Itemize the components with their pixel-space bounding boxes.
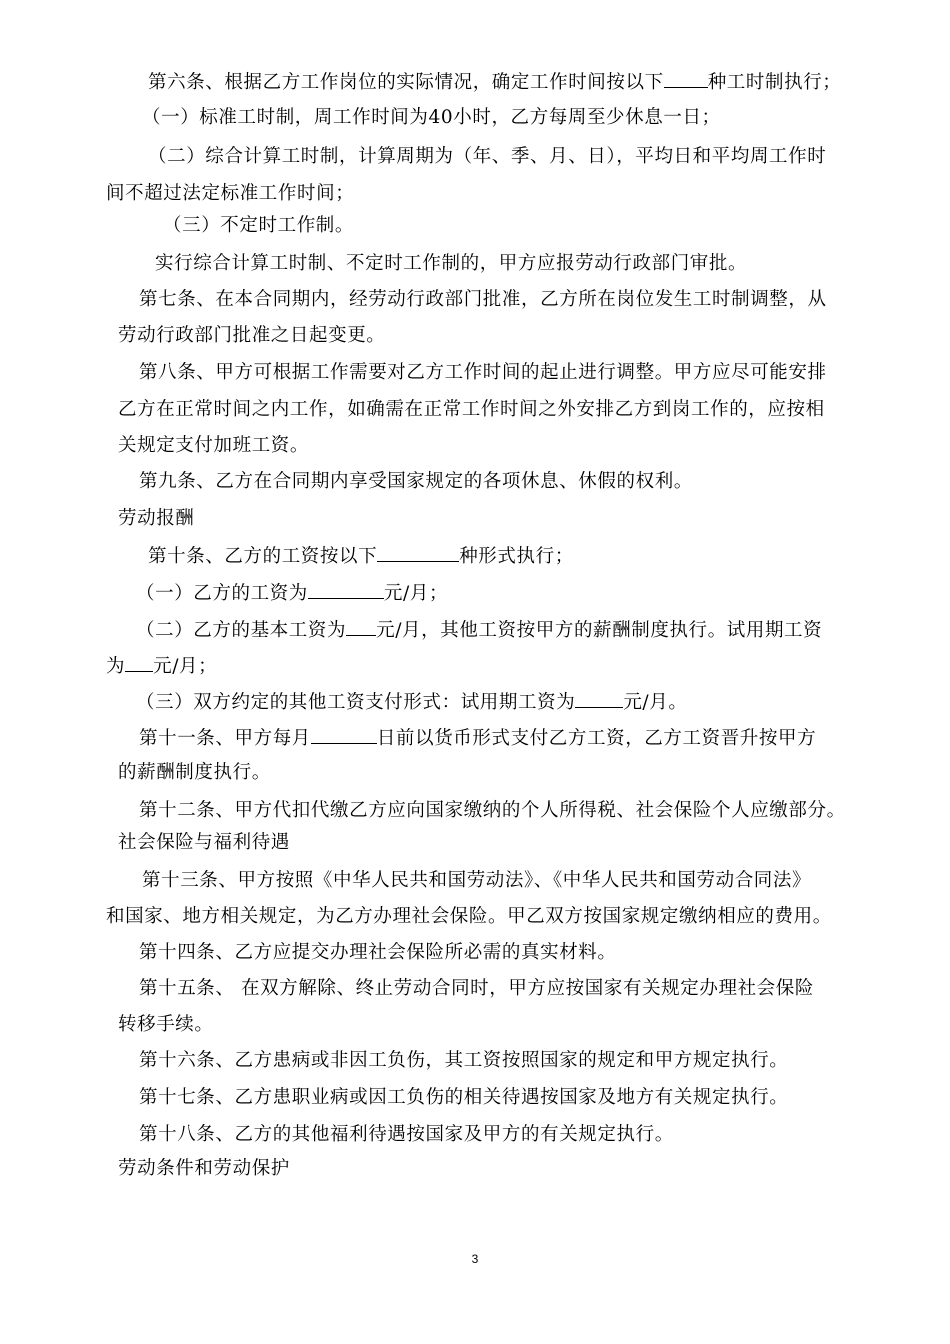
- blank-field: [575, 689, 623, 708]
- article-6-text: 第六条、根据乙方工作岗位的实际情况，确定工作时间按以下: [148, 72, 664, 93]
- article-11-text: 第十一条、甲方每月: [139, 728, 311, 749]
- article-11-line-2: 的薪酬制度执行。: [118, 762, 271, 783]
- article-6-text-end: 种工时制执行；: [707, 72, 842, 93]
- section-heading-remuneration: 劳动报酬: [118, 508, 195, 529]
- article-14: 第十四条、乙方应提交办理社会保险所必需的真实材料。: [139, 942, 617, 963]
- article-18: 第十八条、乙方的其他福利待遇按国家及甲方的有关规定执行。: [139, 1124, 674, 1145]
- article-15-line-2: 转移手续。: [118, 1014, 214, 1035]
- blank-field: [664, 69, 708, 88]
- salary-option-2: [136, 617, 822, 643]
- article-10-text-end: 种形式执行；: [459, 546, 574, 567]
- blank-field: [308, 580, 384, 599]
- article-6-line: [148, 69, 841, 95]
- blank-field: [311, 725, 377, 744]
- article-13-line-2: 和国家、地方相关规定，为乙方办理社会保险。甲乙双方按国家规定缴纳相应的费用。: [106, 906, 832, 927]
- article-8-line-2: 乙方在正常时间之内工作，如确需在正常工作时间之外安排乙方到岗工作的，应按相: [118, 399, 825, 420]
- salary-option-1: [136, 580, 448, 606]
- probation-salary-prefix: 为: [106, 656, 126, 677]
- section-heading-social-insurance: 社会保险与福利待遇: [118, 832, 290, 853]
- blank-field: [125, 653, 153, 672]
- clause-comprehensive-hours: （二）综合计算工时制，计算周期为（年、季、月、日），平均日和平均周工作时: [148, 146, 827, 167]
- blank-field: [377, 543, 459, 562]
- salary-option-2-text-end: 元/月，其他工资按甲方的薪酬制度执行。试用期工资: [376, 620, 823, 641]
- article-15-line-1: 第十五条、 在双方解除、终止劳动合同时，甲方应按国家有关规定办理社会保险: [139, 978, 814, 999]
- article-11-text-end: 日前以货币形式支付乙方工资，乙方工资晋升按甲方: [376, 728, 817, 749]
- approval-note: 实行综合计算工时制、不定时工作制的，甲方应报劳动行政部门审批。: [155, 253, 748, 274]
- blank-field: [346, 617, 376, 636]
- salary-option-1-unit: 元/月；: [383, 583, 449, 604]
- article-12: 第十二条、甲方代扣代缴乙方应向国家缴纳的个人所得税、社会保险个人应缴部分。: [139, 800, 846, 821]
- article-13-line-1: 第十三条、甲方按照《中华人民共和国劳动法》、《中华人民共和国劳动合同法》: [142, 870, 812, 891]
- salary-option-3: [136, 689, 687, 715]
- article-9: 第九条、乙方在合同期内享受国家规定的各项休息、休假的权利。: [139, 471, 693, 492]
- clause-standard-hours: （一）标准工时制，周工作时间为40小时，乙方每周至少休息一日；: [142, 107, 721, 128]
- salary-option-3-unit: 元/月。: [623, 692, 688, 713]
- article-10-text: 第十条、乙方的工资按以下: [148, 546, 378, 567]
- section-heading-working-conditions: 劳动条件和劳动保护: [118, 1158, 290, 1179]
- salary-option-3-text: （三）双方约定的其他工资支付形式：试用期工资为: [136, 692, 576, 713]
- clause-flexible-hours: （三）不定时工作制。: [163, 215, 355, 236]
- probation-salary-unit: 元/月；: [153, 656, 218, 677]
- article-17: 第十七条、乙方患职业病或因工负伤的相关待遇按国家及地方有关规定执行。: [139, 1087, 789, 1108]
- article-10-line: [148, 543, 574, 569]
- article-11-line-1: [139, 725, 816, 751]
- clause-comprehensive-hours-cont: 间不超过法定标准工作时间；: [106, 183, 355, 204]
- article-7-line-2: 劳动行政部门批准之日起变更。: [118, 325, 386, 346]
- salary-option-1-text: （一）乙方的工资为: [136, 583, 308, 604]
- article-8-line-3: 关规定支付加班工资。: [118, 435, 310, 456]
- article-7-line-1: 第七条、在本合同期内，经劳动行政部门批准，乙方所在岗位发生工时制调整，从: [139, 289, 827, 310]
- article-16: 第十六条、乙方患病或非因工负伤，其工资按照国家的规定和甲方规定执行。: [139, 1050, 789, 1071]
- salary-option-2-cont: [106, 653, 217, 679]
- article-8-line-1: 第八条、甲方可根据工作需要对乙方工作时间的起止进行调整。甲方应尽可能安排: [139, 362, 827, 383]
- page-number: 3: [471, 1252, 479, 1266]
- salary-option-2-text: （二）乙方的基本工资为: [136, 620, 347, 641]
